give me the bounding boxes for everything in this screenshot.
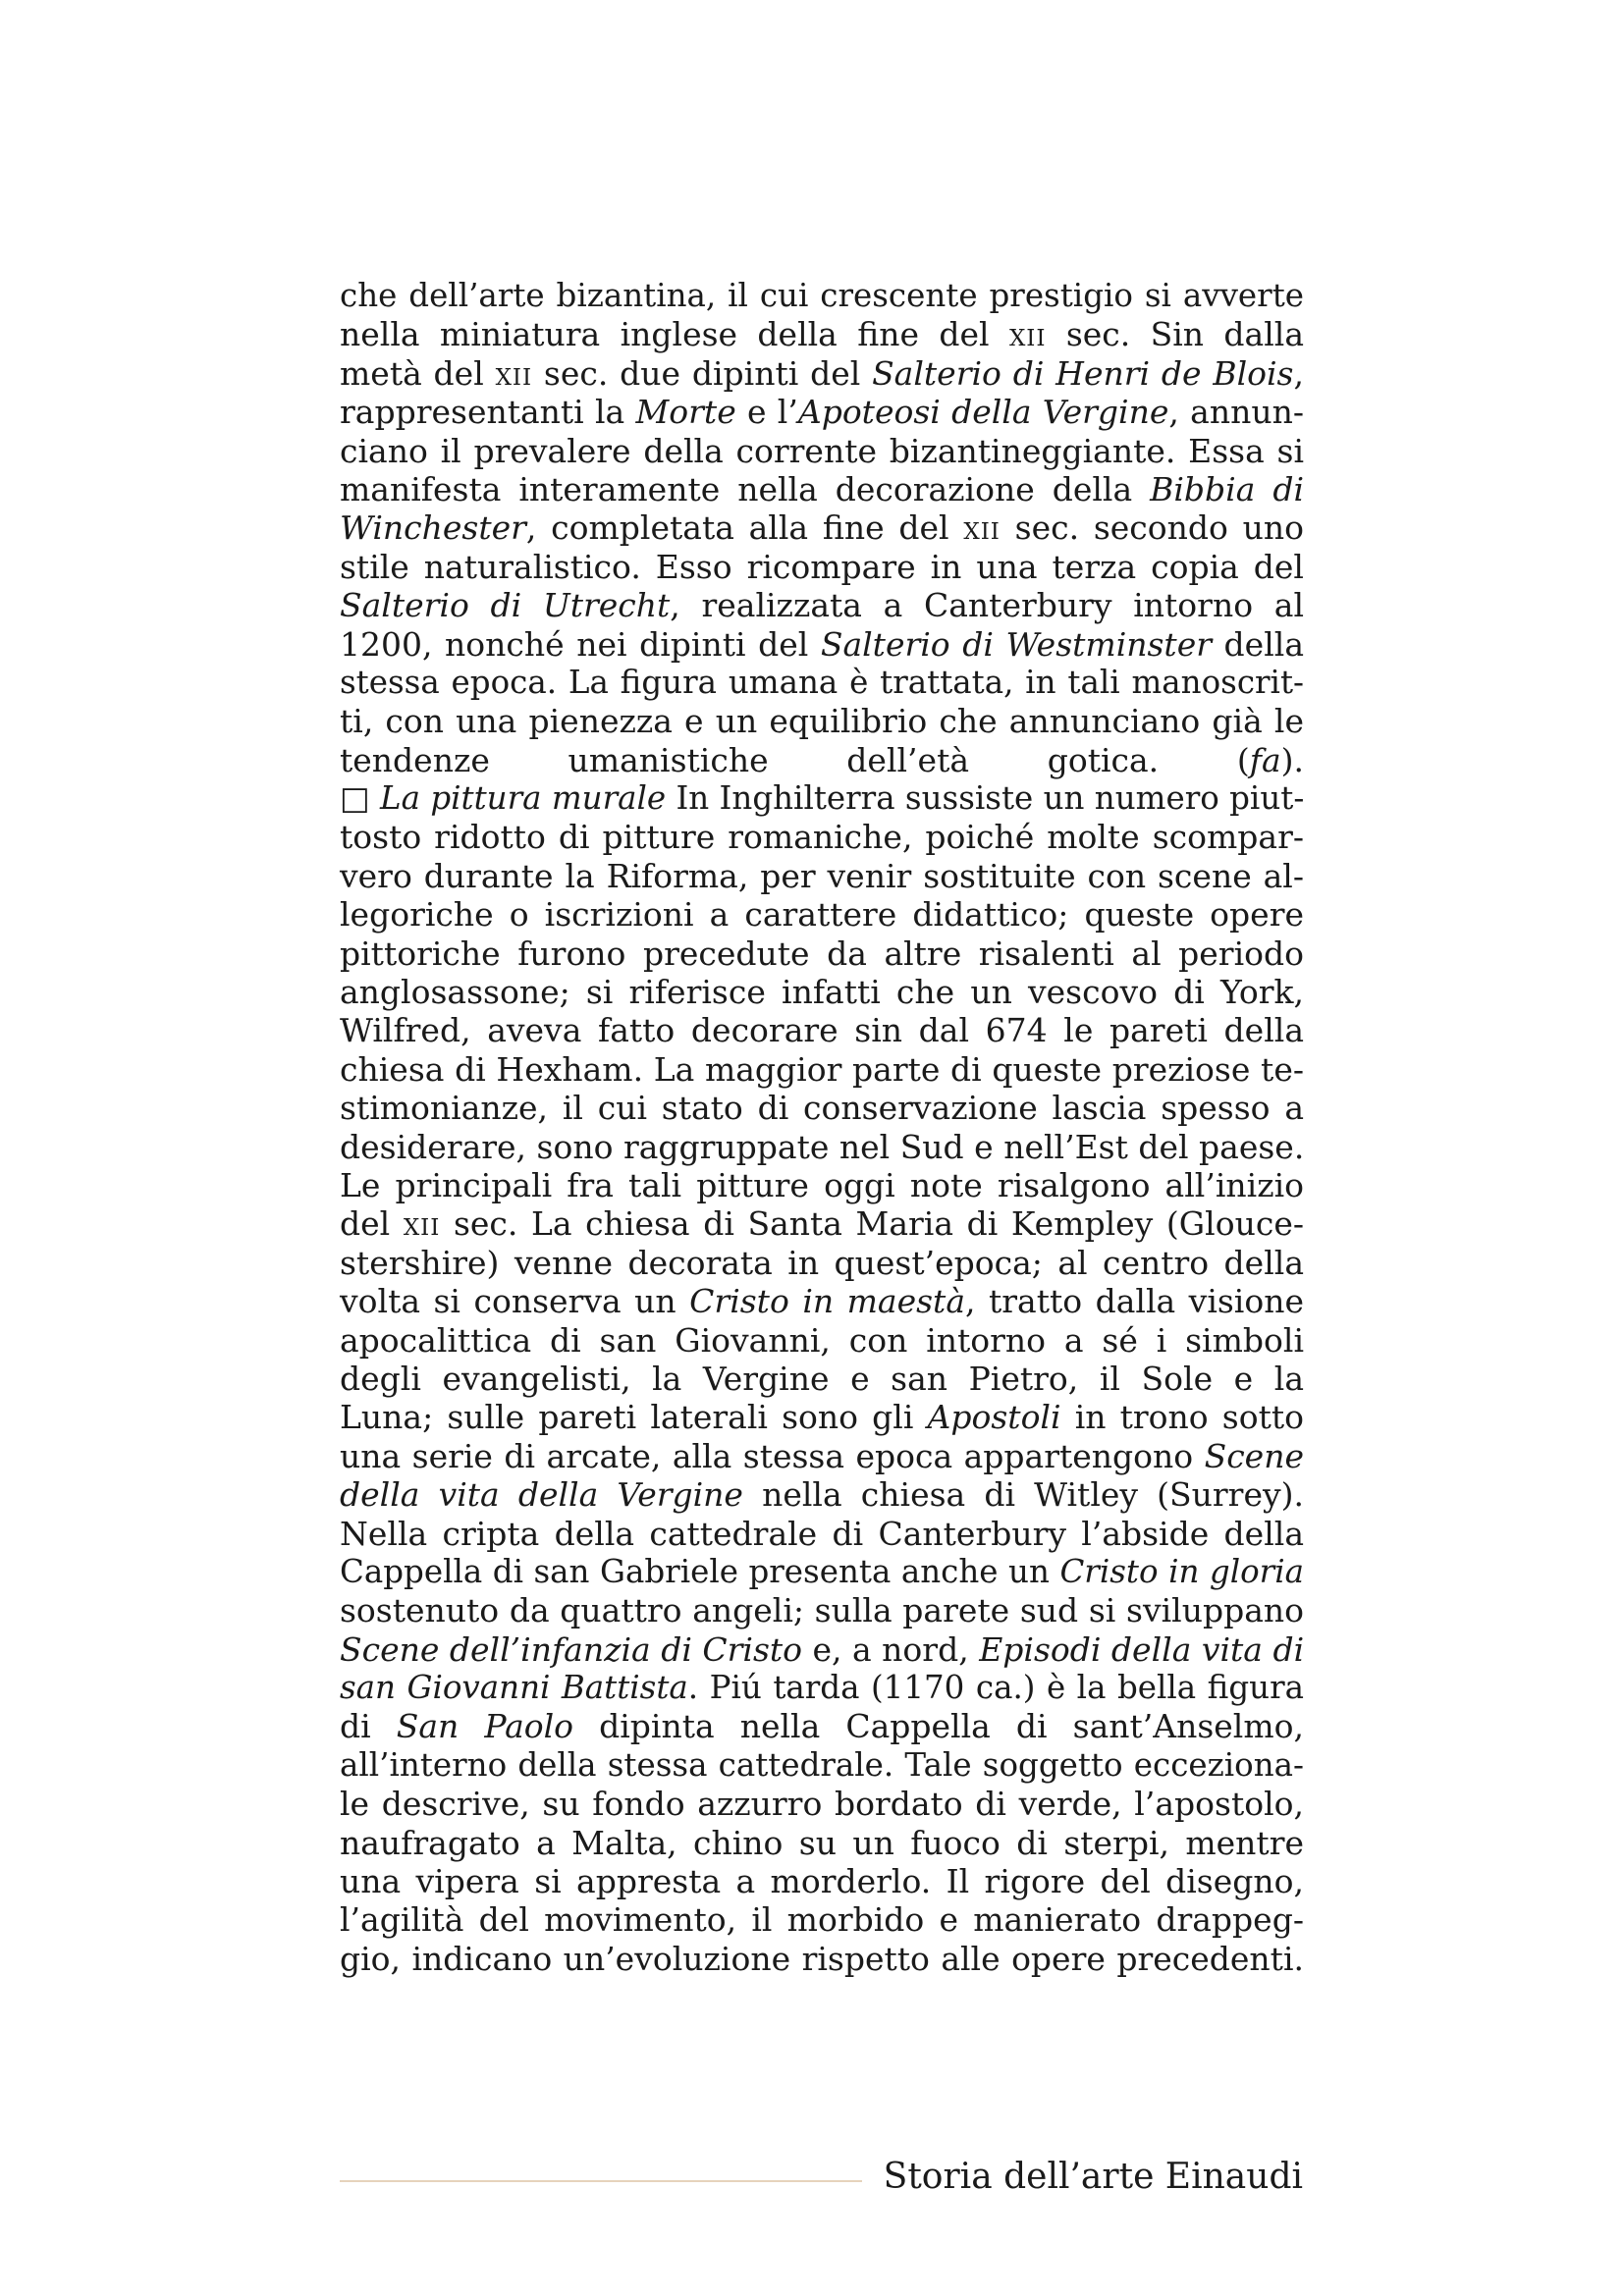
roman-numeral: xii — [495, 353, 533, 393]
text-run: sec. secondo uno — [1000, 508, 1305, 548]
text-line — [340, 1630, 1304, 1669]
text-run: tosto ridotto di pitture romaniche, poiché molte scompar- — [340, 818, 1304, 857]
text-run: , — [1293, 353, 1304, 393]
text-run: stile naturalistico. Esso ricompare in una terza copia del — [340, 547, 1304, 586]
text-run: e, a nord, — [802, 1629, 980, 1669]
text-run: l’agilità del movimento, il morbido e manierato drappeg- — [340, 1900, 1304, 1940]
text-run: , realizzata a Canterbury intorno al — [670, 586, 1305, 625]
text-run: Wilfred, aveva fatto decorare sin dal 674 le pareti della — [340, 1011, 1304, 1050]
text-run: Le principali fra tali pitture oggi note risalgono all’inizio — [340, 1165, 1304, 1204]
text-line — [340, 1707, 1304, 1745]
roman-numeral: xii — [963, 508, 1001, 548]
text-run: nella chiesa di Witley (Surrey). — [742, 1475, 1304, 1515]
text-line — [340, 664, 1304, 702]
text-line — [340, 1128, 1304, 1166]
text-run: all’interno della stessa cattedrale. Tale soggetto ecceziona- — [340, 1745, 1304, 1784]
text-line — [340, 1204, 1304, 1243]
text-run: □ — [340, 779, 381, 818]
text-run: Cappella di san Gabriele presenta anche un — [340, 1552, 1060, 1590]
footer-divider — [340, 2180, 862, 2182]
text-line — [340, 1166, 1304, 1204]
text-run: vero durante la Riforma, per venir sostituite con scene al- — [340, 856, 1304, 895]
text-run: , tratto dalla visione — [965, 1282, 1305, 1321]
text-line — [340, 818, 1304, 856]
text-run: In Inghilterra sussiste un numero piut- — [666, 779, 1305, 818]
text-run: stimonianze, il cui stato di conservazione lascia spesso a — [340, 1089, 1304, 1128]
body-text — [340, 277, 1304, 1978]
text-run: Nella cripta della cattedrale di Canterbury l’abside della — [340, 1514, 1304, 1553]
text-line — [340, 508, 1304, 547]
italic-title: Morte — [635, 393, 736, 432]
text-line — [340, 1089, 1304, 1127]
italic-title: La pittura murale — [380, 779, 667, 818]
text-line — [340, 432, 1304, 470]
text-line — [340, 1398, 1304, 1436]
text-line — [340, 973, 1304, 1011]
text-run: gio, indicano un’evoluzione rispetto alle opere precedenti. — [340, 1939, 1304, 1978]
text-run: in trono sotto — [1060, 1398, 1304, 1437]
text-run: della — [1212, 624, 1304, 664]
text-run: , annun- — [1168, 393, 1304, 432]
text-run: anglosassone; si riferisce infatti che un vescovo di York, — [340, 973, 1304, 1012]
text-line — [340, 702, 1304, 740]
text-line — [340, 1591, 1304, 1629]
text-line — [340, 741, 1304, 779]
text-run: degli evangelisti, la Vergine e san Pietro, il Sole e la — [340, 1359, 1304, 1398]
text-line — [340, 1475, 1304, 1514]
text-line — [340, 586, 1304, 624]
text-line — [340, 1515, 1304, 1553]
text-run: sostenuto da quattro angeli; sulla parete sud si sviluppano — [340, 1591, 1304, 1630]
italic-title: Cristo in maestà — [689, 1282, 965, 1321]
text-run: ). — [1280, 740, 1304, 779]
italic-title: Apostoli — [927, 1398, 1061, 1437]
text-run: rappresentanti la — [340, 393, 636, 432]
text-run: 1200, nonché nei dipinti del — [340, 624, 821, 664]
text-run: Luna; sulle pareti laterali sono gli — [340, 1398, 928, 1437]
text-line — [340, 934, 1304, 973]
text-run: del — [340, 1204, 404, 1244]
text-line — [340, 277, 1304, 315]
text-run: ti, con una pienezza e un equilibrio che annunciano già le — [340, 702, 1304, 741]
text-line — [340, 1940, 1304, 1978]
italic-title: Scene dell’infanzia di Cristo — [340, 1629, 803, 1669]
italic-title: san Giovanni Battista — [340, 1669, 688, 1707]
italic-title: Winchester — [340, 508, 526, 548]
text-run: naufragato a Malta, chino su un fuoco di sterpi, mentre — [340, 1823, 1304, 1862]
text-run: una vipera si appresta a morderlo. Il rigore del disegno, — [340, 1862, 1304, 1901]
text-line — [340, 1669, 1304, 1707]
text-run: nella miniatura inglese della fine del — [340, 315, 1009, 354]
text-line — [340, 1011, 1304, 1049]
text-line — [340, 1862, 1304, 1900]
text-run: e l’ — [735, 393, 798, 432]
italic-title: Salterio di Henri de Blois — [872, 353, 1294, 393]
text-line — [340, 1746, 1304, 1785]
text-run: tendenze umanistiche dell’età gotica. ( — [340, 740, 1250, 779]
text-run: di — [340, 1707, 397, 1746]
text-run: stershire) venne decorata in quest’epoca; al centro della — [340, 1243, 1304, 1282]
italic-title: Salterio di Utrecht — [340, 586, 671, 625]
text-line — [340, 393, 1304, 431]
text-run: stessa epoca. La figura umana è trattata, in tali manoscrit- — [340, 663, 1304, 701]
roman-numeral: xii — [403, 1204, 441, 1244]
text-run: le descrive, su fondo azzurro bordato di verde, l’apostolo, — [340, 1785, 1304, 1824]
text-line — [340, 470, 1304, 508]
text-line — [340, 895, 1304, 934]
italic-title: Salterio di Westminster — [820, 624, 1212, 664]
text-line — [340, 1437, 1304, 1475]
text-line — [340, 1824, 1304, 1862]
italic-title: Episodi della vita di — [979, 1629, 1305, 1669]
text-line — [340, 548, 1304, 586]
text-line — [340, 1050, 1304, 1089]
roman-numeral: xii — [1008, 315, 1047, 354]
text-run: volta si conserva un — [340, 1282, 690, 1321]
text-run: , completata alla fine del — [525, 508, 964, 548]
text-line — [340, 779, 1304, 818]
text-run: dipinta nella Cappella di sant’Anselmo, — [573, 1707, 1305, 1746]
text-run: che dell’arte bizantina, il cui crescente prestigio si avverte — [340, 277, 1304, 314]
italic-title: Cristo in gloria — [1059, 1552, 1304, 1590]
text-line — [340, 857, 1304, 895]
text-run: una serie di arcate, alla stessa epoca appartengono — [340, 1436, 1205, 1475]
text-line — [340, 1321, 1304, 1360]
text-line — [340, 1282, 1304, 1320]
italic-title: della vita della Vergine — [340, 1475, 743, 1515]
text-run: pittoriche furono precedute da altre risalenti al periodo — [340, 934, 1304, 973]
text-run: ciano il prevalere della corrente bizantineggiante. Essa si — [340, 431, 1304, 470]
text-line — [340, 354, 1304, 393]
text-run: apocalittica di san Giovanni, con intorno a sé i simboli — [340, 1320, 1304, 1360]
text-line — [340, 625, 1304, 664]
text-run: . Piú tarda (1170 ca.) è la bella figura — [687, 1669, 1304, 1707]
text-line — [340, 1244, 1304, 1282]
text-run: metà del — [340, 353, 496, 393]
italic-title: Scene — [1204, 1436, 1304, 1475]
text-line — [340, 1553, 1304, 1591]
text-line — [340, 1360, 1304, 1398]
italic-title: Bibbia di — [1150, 469, 1305, 508]
text-run: desiderare, sono raggruppate nel Sud e nell’Est del paese. — [340, 1127, 1305, 1166]
text-line — [340, 1785, 1304, 1823]
text-run: sec. due dipinti del — [532, 353, 873, 393]
text-run: chiesa di Hexham. La maggior parte di queste preziose te- — [340, 1049, 1304, 1089]
text-run: legoriche o iscrizioni a carattere didattico; queste opere — [340, 895, 1304, 934]
italic-title: fa — [1249, 740, 1281, 779]
text-run: sec. Sin dalla — [1046, 315, 1304, 354]
footer-publication-title: Storia dell’arte Einaudi — [883, 2157, 1303, 2197]
italic-title: San Paolo — [396, 1707, 574, 1746]
text-line — [340, 315, 1304, 353]
italic-title: Apoteosi della Vergine — [797, 393, 1169, 432]
text-run: manifesta interamente nella decorazione della — [340, 469, 1151, 508]
text-run: sec. La chiesa di Santa Maria di Kempley (Glouce- — [440, 1204, 1304, 1244]
text-line — [340, 1900, 1304, 1939]
